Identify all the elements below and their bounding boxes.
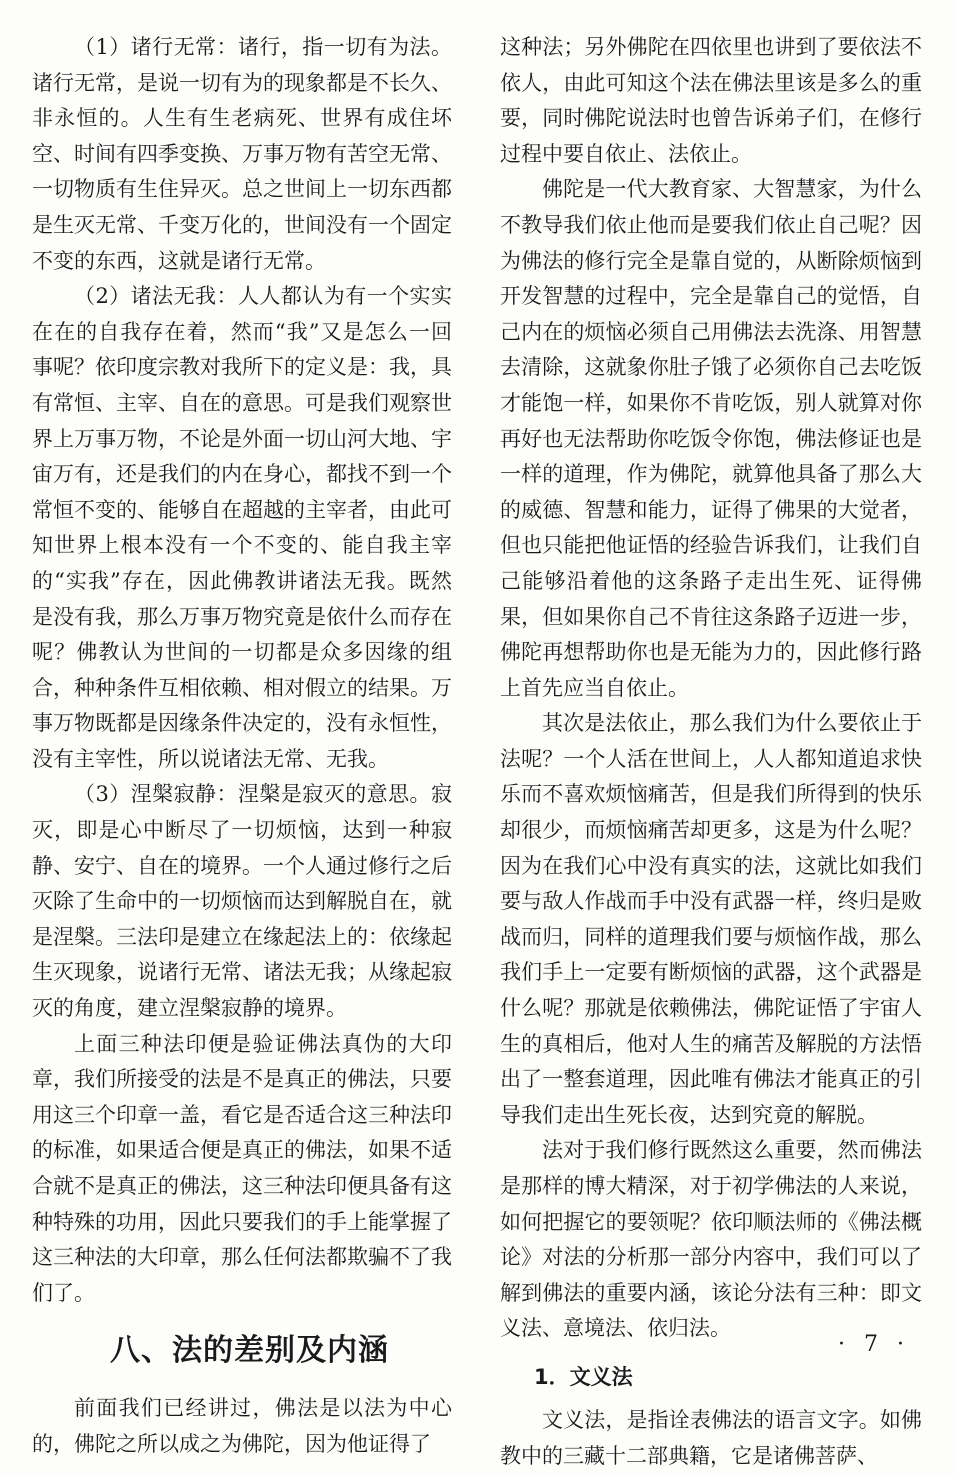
right-column	[500, 30, 922, 1474]
paragraph-textual-dharma: 文义法，是指诠表佛法的语言文字。如佛教中的三藏十二部典籍，它是诸佛菩萨、	[500, 1407, 922, 1468]
paragraph-three-types: 法对于我们修行既然这么重要，然而佛法是那样的博大精深，对于初学佛法的人来说，如何把握它的要领呢？依印顺法师的《佛法概论》对法的分析那一部分内容中，我们可以了解到佛法的重要内涵，该论分法有三种：即文义法、意境法、依归法。	[500, 1138, 922, 1341]
subsection-heading: 1．文义法	[534, 1364, 633, 1389]
paragraph-dharma-reliance: 其次是法依止，那么我们为什么要依止于法呢？一个人活在世间上，人人都知道追求快乐而不喜欢烦恼痛苦，但是我们所得到的快乐却很少，而烦恼痛苦却更多，这是为什么呢？因为在我们心中没有真实的法，这就比如我们要与敌人作战而手中没有武器一样，终归是败战而归，同样的道理我们要与烦恼作战，那么我们手上一定要有断烦恼的武器，这个武器是什么呢？那就是依赖佛法，佛陀证悟了宇宙人生的真相后，他对人生的痛苦及解脱的方法悟出了一整套道理，因此唯有佛法才能真正的引导我们走出生死长夜，达到究竟的解脱。	[500, 711, 922, 1127]
paragraph-nirvana: （3）涅槃寂静：涅槃是寂灭的意思。寂灭，即是心中断尽了一切烦恼，达到一种寂静、安宁、自在的境界。一个人通过修行之后灭除了生命中的一切烦恼而达到解脱自在，就是涅槃。三法印是建立在缘起法上的：依缘起生灭现象，说诸行无常、诸法无我；从缘起寂灭的角度，建立涅槃寂静的境界。	[32, 782, 452, 1021]
paragraph-continuation: 这种法；另外佛陀在四依里也讲到了要依法不依人，由此可知这个法在佛法里该是多么的重要，同时佛陀说法时也曾告诉弟子们，在修行过程中要自依止、法依止。	[500, 35, 922, 166]
paragraph-self-reliance: 佛陀是一代大教育家、大智慧家，为什么不教导我们依止他而是要我们依止自己呢？因为佛法的修行完全是靠自觉的，从断除烦恼到开发智慧的过程中，完全是靠自己的觉悟，自己内在的烦恼必须自己用佛法去洗涤、用智慧去清除，这就象你肚子饿了必须你自己去吃饭才能饱一样，如果你不肯吃饭，别人就算对你再好也无法帮助你吃饭令你饱，佛法修证也是一样的道理，作为佛陀，就算他具备了那么大的威德、智慧和能力，证得了佛果的大觉者，但也只能把他证悟的经验告诉我们，让我们自己能够沿着他的这条路子走出生死、证得佛果，但如果你自己不肯往这条路子迈进一步，佛陀再想帮助你也是无能为力的，因此修行路上首先应当自依止。	[500, 177, 922, 700]
paragraph-section-intro: 前面我们已经讲过，佛法是以法为中心的，佛陀之所以成之为佛陀，因为他证得了	[32, 1396, 452, 1456]
section-heading: 八、法的差别及内涵	[110, 1333, 389, 1369]
paragraph-impermanence: （1）诸行无常：诸行，指一切有为法。诸行无常，是说一切有为的现象都是不长久、非永恒的。人生有生老病死、世界有成住坏空、时间有四季变换、万事万物有苦空无常、一切物质有生住异灭。总之世间上一切东西都是生灭无常、千变万化的，世间没有一个固定不变的东西，这就是诸行无常。	[32, 35, 452, 273]
page-number: · 7 ·	[838, 1332, 910, 1357]
left-column	[32, 30, 452, 1463]
paragraph-three-seals: 上面三种法印便是验证佛法真伪的大印章，我们所接受的法是不是真正的佛法，只要用这三个印章一盖，看它是否适合这三种法印的标准，如果适合便是真正的佛法，如果不适合就不是真正的佛法，这三种法印便具备有这种特殊的功用，因此只要我们的手上能掌握了这三种法的大印章，那么任何法都欺骗不了我们了。	[32, 1031, 452, 1305]
paragraph-non-self: （2）诸法无我：人人都认为有一个实实在在的自我存在着，然而“我”又是怎么一回事呢？依印度宗教对我所下的定义是：我，具有常恒、主宰、自在的意思。可是我们观察世界上万事万物，不论是外面一切山河大地、宇宙万有，还是我们的内在身心，都找不到一个常恒不变的、能够自在超越的主宰者，由此可知世界上根本没有一个不变的、能自我主宰的“实我”存在，因此佛教讲诸法无我。既然是没有我，那么万事万物究竟是依什么而存在呢？佛教认为世间的一切都是众多因缘的组合，种种条件互相依赖、相对假立的结果。万事万物既都是因缘条件决定的，没有永恒性，没有主宰性，所以说诸法无常、无我。	[32, 284, 452, 771]
